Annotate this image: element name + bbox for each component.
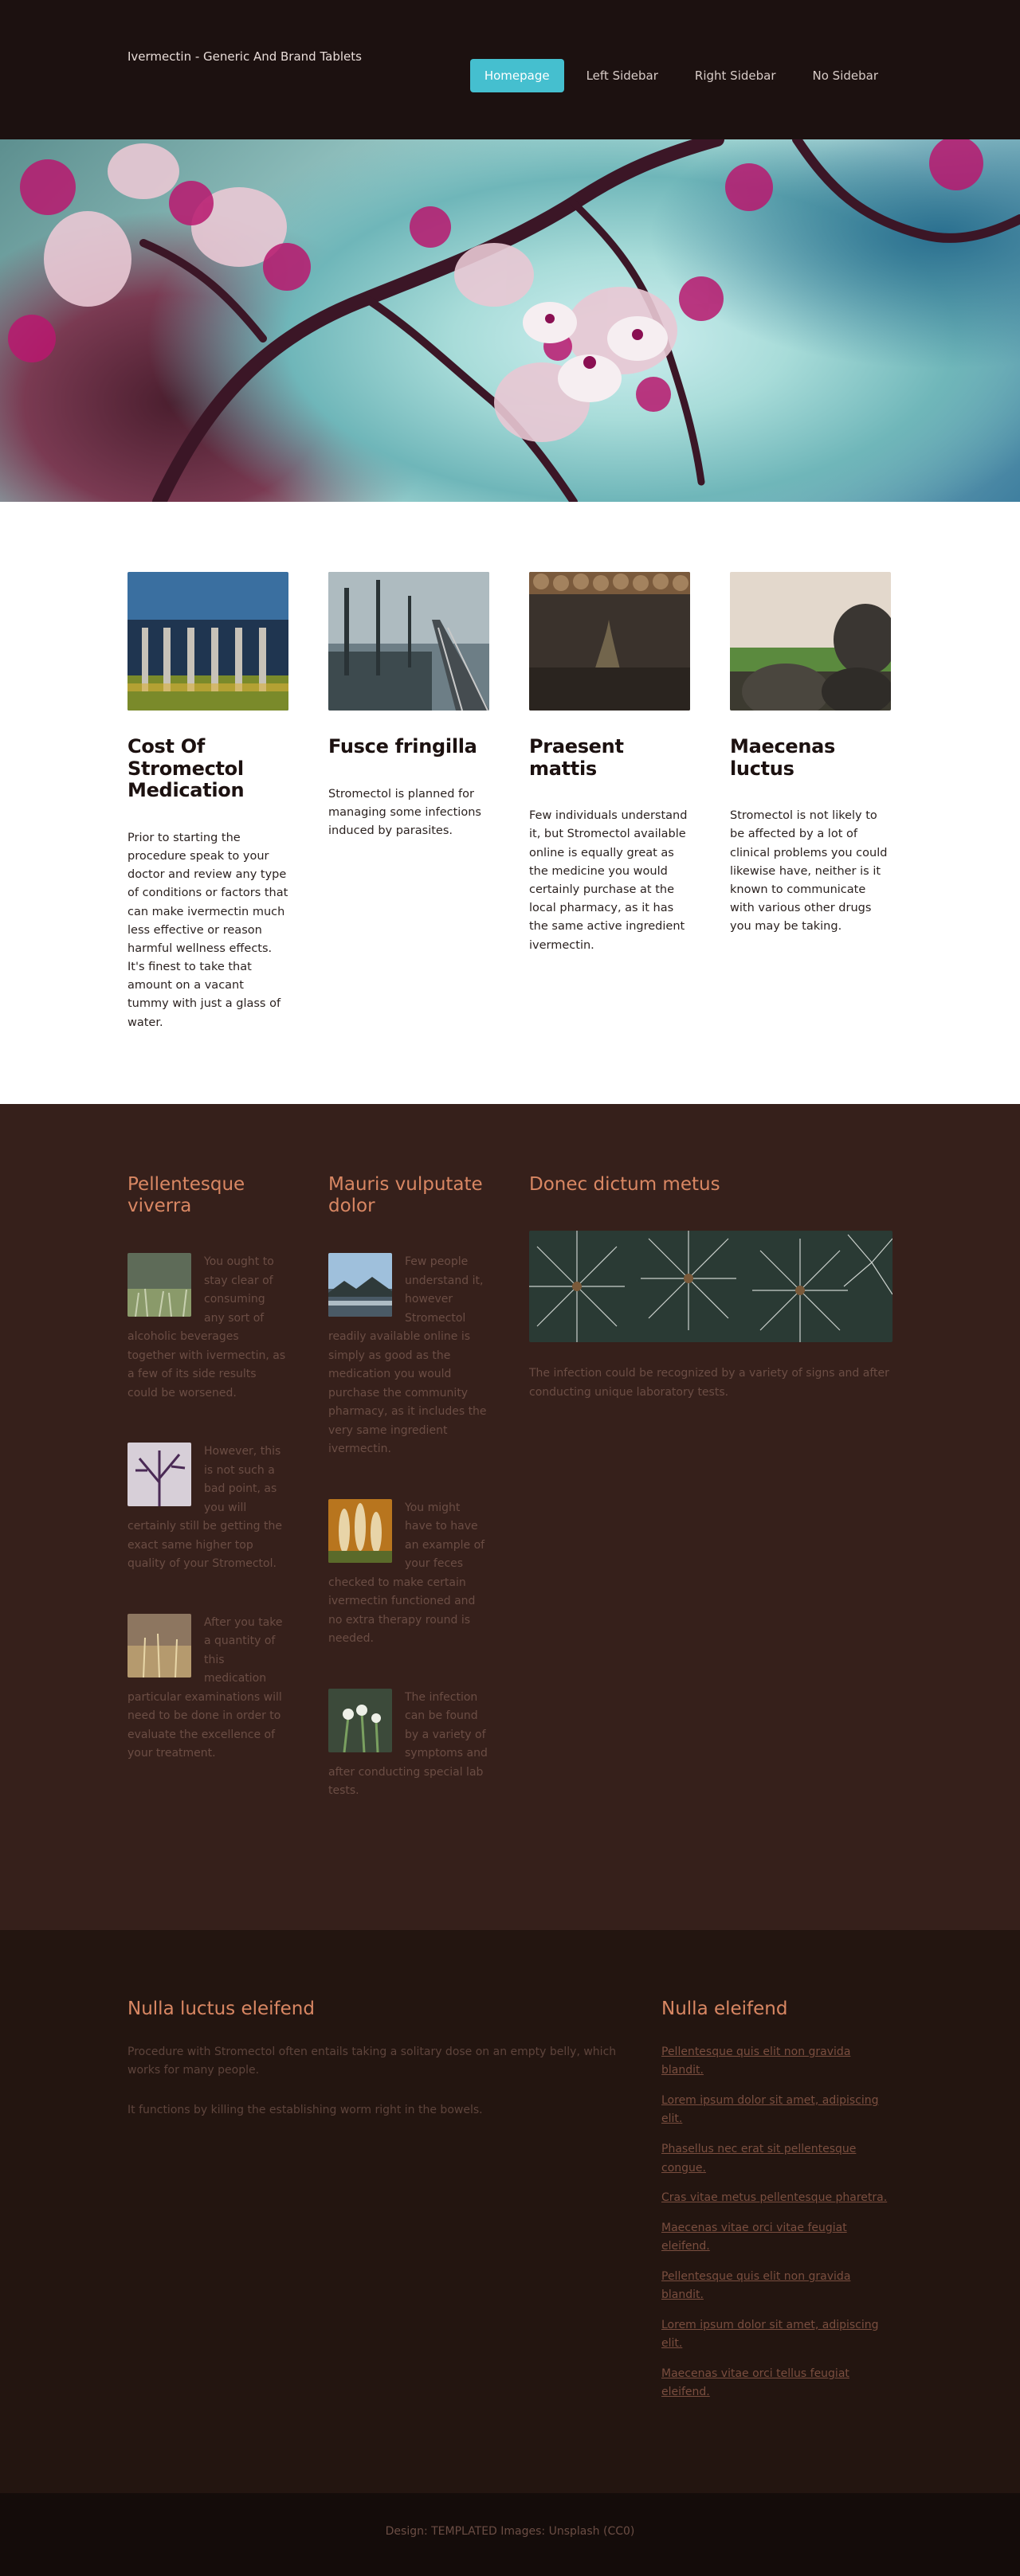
footer-link[interactable]: Pellentesque quis elit non gravida blandit. (661, 2045, 851, 2077)
footer-about (128, 1999, 622, 2414)
footer-link[interactable]: Lorem ipsum dolor sit amet, adipiscing elit. (661, 2318, 879, 2351)
article-column (328, 1174, 489, 1841)
list-item-text: The infection can be found by a variety of symptoms and after conducting special lab tests. (328, 1690, 488, 1798)
list-item-text: You ought to stay clear of consuming any sort of alcoholic beverages together with ivermectin, as a few of its side results could be worsened. (128, 1255, 286, 1400)
grass-thumbnail[interactable] (128, 1253, 191, 1317)
list-item (328, 1499, 489, 1649)
feature-card (529, 572, 690, 1032)
lake-thumbnail[interactable] (328, 1253, 392, 1317)
dandelion-image[interactable] (529, 1231, 892, 1342)
footer-paragraph: Procedure with Stromectol often entails taking a solitary dose on an empty belly, which works for many people. (128, 2045, 617, 2077)
list-item-text: After you take a quantity of this medication particular examinations will need to be done in order to evaluate the excellence of your treatment. (128, 1615, 283, 1760)
footer-link[interactable]: Maecenas vitae orci vitae feugiat eleifend. (661, 2221, 847, 2253)
nav-right-sidebar[interactable]: Right Sidebar (694, 69, 776, 83)
tree-thumbnail[interactable] (128, 1443, 191, 1506)
list-item-text: However, this is not such a bad point, as you will certainly still be getting the exact same higher top quality of your Stromectol. (128, 1445, 282, 1571)
article-column (529, 1174, 892, 1841)
footer-link[interactable]: Pellentesque quis elit non gravida blandit. (661, 2269, 851, 2302)
footer-paragraph: It functions by killing the establishing worm right in the bowels. (128, 2103, 483, 2116)
column-title: Mauris vulputate dolor (328, 1173, 483, 1217)
column-text: The infection could be recognized by a variety of signs and after conducting unique laboratory tests. (529, 1367, 889, 1399)
footer-link[interactable]: Phasellus nec erat sit pellentesque congue. (661, 2142, 857, 2175)
footer-link[interactable]: Maecenas vitae orci tellus feugiat eleifend. (661, 2367, 849, 2399)
main-nav (470, 59, 892, 92)
flowers-thumbnail[interactable] (328, 1689, 392, 1752)
trees-image[interactable] (128, 572, 288, 711)
article-column (128, 1174, 288, 1841)
feature-title: Fusce fringilla (328, 735, 477, 758)
footer-link[interactable]: Lorem ipsum dolor sit amet, adipiscing elit. (661, 2093, 879, 2126)
list-item (128, 1614, 288, 1764)
list-item-text: You might have to have an example of your feces checked to make certain ivermectin functioned and no extra therapy round is needed. (328, 1501, 485, 1646)
feature-card (328, 572, 489, 1032)
copyright: Design: TEMPLATED Images: Unsplash (CC0) (0, 2493, 1020, 2576)
site-header (0, 0, 1020, 139)
hero-banner-image (0, 139, 1020, 502)
column-title: Donec dictum metus (529, 1173, 720, 1195)
site-logo[interactable]: Ivermectin - Generic And Brand Tablets (128, 49, 362, 64)
site-footer (0, 1930, 1020, 2493)
list-item (128, 1443, 288, 1574)
column-title: Pellentesque viverra (128, 1173, 245, 1217)
list-item (128, 1253, 288, 1403)
wheat-thumbnail[interactable] (128, 1614, 191, 1678)
footer-link[interactable]: Cras vitae metus pellentesque pharetra. (661, 2191, 888, 2205)
logs-image[interactable] (529, 572, 690, 711)
list-item (328, 1689, 489, 1801)
nav-left-sidebar[interactable]: Left Sidebar (586, 69, 658, 83)
footer-title: Nulla luctus eleifend (128, 1998, 315, 2019)
list-item (328, 1253, 489, 1459)
feature-title: Praesent mattis (529, 735, 624, 780)
articles-section (0, 1104, 1020, 1930)
feature-text: Stromectol is planned for managing some infections induced by parasites. (328, 787, 481, 837)
footer-title: Nulla eleifend (661, 1998, 788, 2019)
nav-no-sidebar[interactable]: No Sidebar (812, 69, 878, 83)
plants-thumbnail[interactable] (328, 1499, 392, 1563)
rocks-image[interactable] (730, 572, 891, 711)
nav-homepage[interactable]: Homepage (470, 59, 564, 92)
feature-text: Prior to starting the procedure speak to your doctor and review any type of conditions or factors that can make ivermectin much less effective or reason harmful wellness effects. It's finest to take that amount on a vacant tummy with just a glass of water. (128, 831, 288, 1029)
feature-title: Maecenas luctus (730, 735, 836, 780)
footer-links (661, 1999, 892, 2414)
feature-card (730, 572, 891, 1032)
railway-image[interactable] (328, 572, 489, 711)
feature-text: Few individuals understand it, but Stromectol available online is equally great as the medicine you would certainly purchase at the local pharmacy, as it has the same active ingredient ivermectin. (529, 809, 688, 952)
feature-text: Stromectol is not likely to be affected by a lot of clinical problems you could likewise have, neither is it known to communicate with various other drugs you may be taking. (730, 809, 888, 934)
feature-card (128, 572, 288, 1032)
feature-title: Cost Of Stromectol Medication (128, 735, 245, 802)
features-section (0, 502, 1020, 1104)
list-item-text: Few people understand it, however Stromectol readily available online is simply as good as the medication you would purchase the community pharmacy, as it includes the very same ingredient ivermectin. (328, 1255, 487, 1456)
